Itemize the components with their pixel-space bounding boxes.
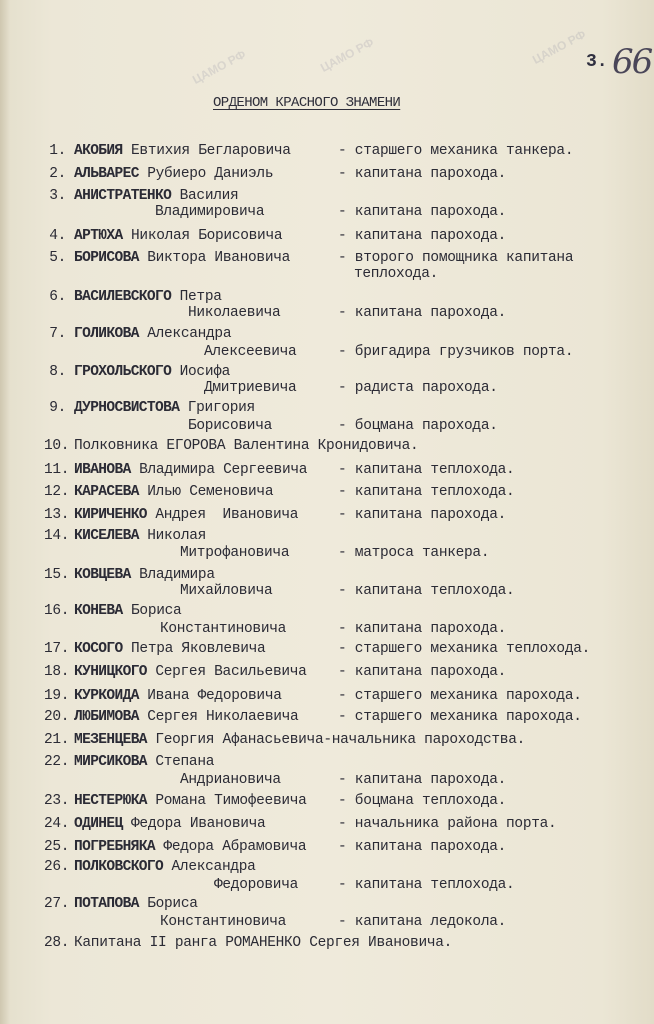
entry-given-names: Рубиеро Даниэль [147,166,274,182]
entry-surname: ПОГРЕБНЯКА [74,839,156,855]
entry-name [74,641,265,657]
entry-given-names: Капитана II ранга РОМАНЕНКО Сергея Ивановича. [74,935,453,951]
entry-given-names: Петра [179,289,222,305]
entry-number: 19. [44,688,70,704]
entry-position: - старшего механика танкера. [338,143,574,159]
entry-surname: АНИСТРАТЕНКО [74,188,172,204]
entry-given-names: Василия [179,188,239,204]
entry-surname: КОНЕВА [74,603,123,619]
archive-watermark: ЦАМО РФ [190,47,249,87]
entry-position: - матроса танкера. [338,545,490,561]
entry-position: - старшего механика парохода. [338,709,582,725]
entry-name [74,188,238,204]
entry-surname: ПОЛКОВСКОГО [74,859,164,875]
entry-position: - старшего механика теплохода. [338,641,591,657]
entry-number: 17. [44,641,70,657]
entry-position: - капитана парохода. [338,621,507,637]
entry-position-continued: теплохода. [354,266,439,282]
entry-position: - боцмана парохода. [338,418,498,434]
entry-name [74,896,198,912]
entry-surname: КОСОГО [74,641,123,657]
entry-position: - капитана парохода. [338,839,507,855]
entry-number: 5. [49,250,66,266]
entry-given-names: Бориса [131,603,182,619]
entry-surname: НЕСТЕРЮКА [74,793,147,809]
entry-given-names: Сергея Николаевича [147,709,299,725]
entry-name [74,289,222,305]
entry-surname: КОВЦЕВА [74,567,131,583]
entry-given-names: Георгия Афанасьевича-начальника пароходства. [155,732,525,748]
entry-surname: БОРИСОВА [74,250,139,266]
entry-surname: КУНИЦКОГО [74,664,147,680]
entry-position: - старшего механика парохода. [338,688,582,704]
entry-position: - капитана парохода. [338,772,507,788]
entry-number: 4. [49,228,66,244]
entry-name [74,816,265,832]
entry-number: 27. [44,896,70,912]
entry-name [74,438,418,454]
entry-position: - капитана парохода. [338,507,507,523]
entry-number: 1. [49,143,66,159]
entry-name [74,603,181,619]
entry-position: - боцмана теплохода. [338,793,507,809]
entry-number: 2. [49,166,66,182]
entry-given-names: Николая [147,528,207,544]
entry-patronymic: Федоровича [214,877,299,893]
entry-number: 8. [49,364,66,380]
entry-surname: КИСЕЛЕВА [74,528,139,544]
entry-position: - капитана парохода. [338,305,507,321]
entry-given-names: Петра Яковлевича [131,641,266,657]
entry-surname: КИРИЧЕНКО [74,507,147,523]
archive-watermark: ЦАМО РФ [318,35,377,75]
handwritten-folio-number: 66 [612,42,652,82]
entry-name [74,754,214,770]
entry-number: 15. [44,567,70,583]
entry-given-names: Полковника ЕГОРОВА Валентина Кронидовича. [74,438,419,454]
entry-name [74,709,298,725]
entry-name [74,143,291,159]
entry-patronymic: Константиновича [160,621,287,637]
entry-position: - капитана теплохода. [338,462,515,478]
entry-position: - радиста парохода. [338,380,498,396]
entry-surname: ГРОХОЛЬСКОГО [74,364,172,380]
entry-given-names: Иосифа [179,364,231,380]
entry-given-names: Николая Борисовича [131,228,283,244]
entry-patronymic: Константиновича [160,914,287,930]
entry-given-names: Илью Семеновича [147,484,274,500]
entry-number: 6. [49,289,66,305]
entry-name [74,664,307,680]
entry-position: - капитана парохода. [338,228,507,244]
entry-name [74,567,215,583]
document-title: ОРДЕНОМ КРАСНОГО ЗНАМЕНИ [213,95,401,111]
entry-patronymic: Владимировича [155,204,265,220]
entry-number: 14. [44,528,70,544]
entry-patronymic: Михайловича [180,583,273,599]
entry-given-names: Владимира Сергеевича [139,462,308,478]
entry-surname: АКОБИЯ [74,143,123,159]
entry-name [74,859,256,875]
entry-name [74,250,290,266]
entry-position: - капитана парохода. [338,204,507,220]
entry-surname: ГОЛИКОВА [74,326,139,342]
entry-surname: МИРСИКОВА [74,754,147,770]
entry-surname: ЛЮБИМОВА [74,709,139,725]
entry-position: - капитана теплохода. [338,877,515,893]
entry-given-names: Владимира [139,567,215,583]
entry-patronymic: Алексеевича [204,344,297,360]
entry-number: 22. [44,754,70,770]
entry-surname: АЛЬВАРЕС [74,166,139,182]
entry-number: 16. [44,603,70,619]
entry-position: - капитана теплохода. [338,484,515,500]
entry-position: - капитана парохода. [338,166,507,182]
entry-name [74,326,231,342]
entry-name [74,688,282,704]
archive-watermark: ЦАМО РФ [530,27,589,67]
entry-surname: КАРАСЕВА [74,484,139,500]
entry-number: 3. [49,188,66,204]
entry-name [74,935,452,951]
entry-number: 7. [49,326,66,342]
entry-number: 11. [44,462,70,478]
entry-given-names: Виктора Ивановича [147,250,291,266]
entry-position: - бригадира грузчиков порта. [338,344,574,360]
entry-given-names: Андрея Ивановича [155,507,299,523]
entry-name [74,793,307,809]
entry-position: - капитана ледокола. [338,914,507,930]
entry-surname: ДУРНОСВИСТОВА [74,400,180,416]
entry-number: 13. [44,507,70,523]
entry-patronymic: Борисовича [188,418,273,434]
entry-surname: ВАСИЛЕВСКОГО [74,289,172,305]
entry-name [74,507,298,523]
entry-number: 18. [44,664,70,680]
entry-number: 21. [44,732,70,748]
entry-name [74,400,255,416]
entry-name [74,839,306,855]
entry-name [74,228,282,244]
entry-name [74,166,273,182]
entry-name [74,462,307,478]
entry-number: 24. [44,816,70,832]
entry-surname: ИВАНОВА [74,462,131,478]
entry-name [74,732,525,748]
entry-given-names: Бориса [147,896,198,912]
entry-given-names: Сергея Васильевича [155,664,307,680]
entry-surname: МЕЗЕНЦЕВА [74,732,147,748]
entry-surname: ПОТАПОВА [74,896,139,912]
entry-given-names: Федора Ивановича [131,816,266,832]
entry-position: - второго помощника капитана [338,250,574,266]
entry-patronymic: Андриановича [180,772,281,788]
entry-given-names: Александра [147,326,232,342]
entry-name [74,484,273,500]
entry-given-names: Федора Абрамовича [163,839,307,855]
entry-surname: КУРКОИДА [74,688,139,704]
entry-surname: АРТЮХА [74,228,123,244]
entry-surname: ОДИНЕЦ [74,816,123,832]
entry-given-names: Григория [187,400,255,416]
entry-number: 28. [44,935,70,951]
entry-given-names: Евтихия Бегларовича [131,143,291,159]
entry-number: 25. [44,839,70,855]
entry-given-names: Степана [155,754,215,770]
entry-number: 10. [44,438,70,454]
entry-position: - начальника района порта. [338,816,557,832]
entry-patronymic: Дмитриевича [204,380,297,396]
entry-given-names: Ивана Федоровича [147,688,282,704]
page-edge-shadow [0,0,10,1024]
entry-position: - капитана теплохода. [338,583,515,599]
entry-number: 20. [44,709,70,725]
entry-name [74,528,206,544]
page-number: 3. [586,52,608,72]
entry-name [74,364,230,380]
entry-number: 12. [44,484,70,500]
entry-position: - капитана парохода. [338,664,507,680]
entry-patronymic: Николаевича [188,305,281,321]
entry-number: 9. [49,400,66,416]
entry-given-names: Александра [171,859,256,875]
entry-number: 26. [44,859,70,875]
entry-patronymic: Митрофановича [180,545,290,561]
entry-number: 23. [44,793,70,809]
entry-given-names: Романа Тимофеевича [155,793,307,809]
